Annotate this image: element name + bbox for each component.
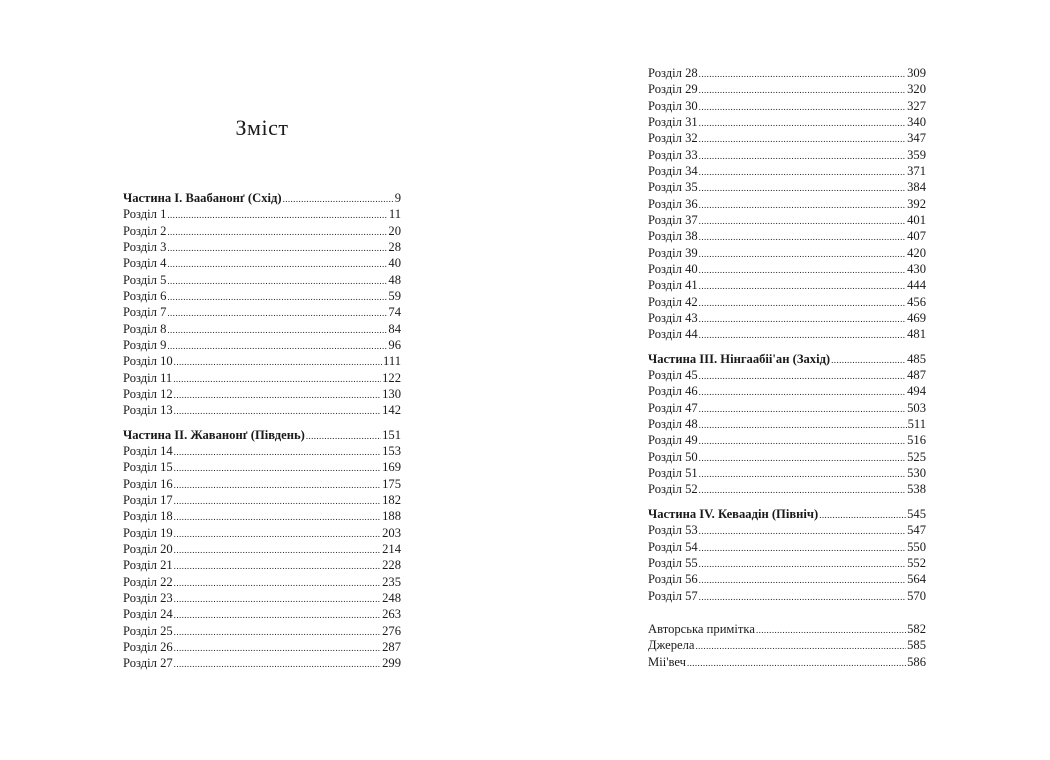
toc-entry-page-number: 84 <box>388 321 401 336</box>
toc-entry-page-number: 430 <box>907 261 926 276</box>
toc-entry-label: Розділ 24 <box>123 607 173 622</box>
toc-entry-page-number: 469 <box>907 310 926 325</box>
dot-leader <box>699 148 906 164</box>
dot-leader <box>167 322 387 338</box>
toc-entry-label: Розділ 40 <box>648 261 698 276</box>
dot-leader <box>699 278 906 294</box>
right-page <box>525 0 1050 760</box>
toc-entry <box>648 465 926 481</box>
toc-entry-page-number: 28 <box>388 239 401 254</box>
toc-entry-page-number: 20 <box>388 223 401 238</box>
toc-entry <box>123 655 401 671</box>
toc-entry-page-number: 564 <box>907 572 926 587</box>
dot-leader <box>699 540 906 556</box>
toc-entry-label: Розділ 49 <box>648 433 698 448</box>
toc-entry-label: Розділ 41 <box>648 278 698 293</box>
toc-entry-page-number: 538 <box>907 482 926 497</box>
toc-entry-label: Розділ 19 <box>123 525 173 540</box>
dot-leader <box>699 433 906 449</box>
toc-entry-label: Розділ 48 <box>648 417 698 432</box>
dot-leader <box>174 460 381 476</box>
toc-entry-label: Частина I. Ваабанонґ (Схід) <box>123 191 282 205</box>
toc-entry <box>648 294 926 310</box>
toc-entry-page-number: 74 <box>388 305 401 320</box>
toc-entry <box>123 223 401 239</box>
toc-entry-label: Розділ 15 <box>123 460 173 475</box>
dot-leader <box>699 180 906 196</box>
toc-entry-page-number: 11 <box>388 207 401 222</box>
toc-entry-page-number: 503 <box>907 400 926 415</box>
dot-leader <box>699 417 907 433</box>
toc-entry <box>648 432 926 448</box>
toc-entry <box>648 539 926 555</box>
dot-leader <box>699 246 906 262</box>
toc-entry <box>648 383 926 399</box>
dot-leader <box>699 197 906 213</box>
toc-entry-page-number: 570 <box>907 588 926 603</box>
toc-entry-page-number: 48 <box>388 272 401 287</box>
dot-leader <box>167 240 387 256</box>
toc-entry-label: Розділ 17 <box>123 493 173 508</box>
toc-entry-label: Розділ 36 <box>648 196 698 211</box>
toc-entry-page-number: 235 <box>382 574 401 589</box>
toc-entry <box>648 196 926 212</box>
toc-entry-label: Розділ 38 <box>648 229 698 244</box>
toc-entry-page-number: 111 <box>383 354 401 369</box>
toc-entry <box>123 272 401 288</box>
toc-entry-label: Розділ 30 <box>648 98 698 113</box>
dot-leader <box>699 164 906 180</box>
dot-leader <box>699 213 906 229</box>
toc-entry <box>123 525 401 541</box>
toc-entry-label: Розділ 20 <box>123 542 173 557</box>
dot-leader <box>831 352 906 368</box>
toc-entry-page-number: 481 <box>907 327 926 342</box>
toc-entry-label: Розділ 31 <box>648 114 698 129</box>
dot-leader <box>699 295 906 311</box>
toc-entry <box>123 304 401 320</box>
toc-entry-page-number: 327 <box>907 98 926 113</box>
toc-entry-page-number: 40 <box>388 256 401 271</box>
toc-entry <box>123 321 401 337</box>
dot-leader <box>167 273 387 289</box>
toc-entry-label: Розділ 25 <box>123 623 173 638</box>
toc-entry <box>648 571 926 587</box>
toc-entry-page-number: 487 <box>907 368 926 383</box>
toc-entry-label: Розділ 35 <box>648 180 698 195</box>
toc-entry <box>123 541 401 557</box>
toc-entry-page-number: 547 <box>907 523 926 538</box>
toc-entry-page-number: 516 <box>907 433 926 448</box>
toc-entry <box>123 206 401 222</box>
toc-entry-page-number: 228 <box>382 558 401 573</box>
toc-entry-page-number: 182 <box>382 493 401 508</box>
toc-entry <box>648 481 926 497</box>
dot-leader <box>699 66 906 82</box>
toc-entry <box>648 400 926 416</box>
toc-entry <box>123 288 401 304</box>
toc-entry-page-number: 9 <box>394 191 401 205</box>
toc-entry-page-number: 392 <box>907 196 926 211</box>
toc-entry-page-number: 175 <box>382 476 401 491</box>
toc-entry-label: Розділ 43 <box>648 310 698 325</box>
toc-entry-page-number: 586 <box>907 654 926 669</box>
dot-leader <box>699 556 906 572</box>
dot-leader <box>699 99 906 115</box>
toc-entry-page-number: 525 <box>907 449 926 464</box>
dot-leader <box>174 542 381 558</box>
toc-entry-label: Розділ 54 <box>648 539 698 554</box>
toc-entry <box>648 130 926 146</box>
dot-leader <box>174 477 381 493</box>
dot-leader <box>167 207 387 223</box>
toc-entry-page-number: 384 <box>907 180 926 195</box>
page-title: Зміст <box>235 115 289 140</box>
toc-entry-label: Розділ 37 <box>648 212 698 227</box>
toc-entry-label: Розділ 2 <box>123 223 167 238</box>
toc-entry-label: Розділ 1 <box>123 207 167 222</box>
toc-entry-label: Розділ 6 <box>123 288 167 303</box>
toc-entry-label: Розділ 7 <box>123 305 167 320</box>
toc-entry-page-number: 96 <box>388 337 401 352</box>
dot-leader <box>699 450 906 466</box>
toc-part-entry <box>123 190 401 206</box>
dot-leader <box>699 384 906 400</box>
toc-entry <box>648 81 926 97</box>
toc-entry-page-number: 320 <box>907 82 926 97</box>
dot-leader <box>699 368 906 384</box>
dot-leader <box>687 655 906 671</box>
toc-entry-label: Розділ 33 <box>648 147 698 162</box>
toc-entry <box>648 277 926 293</box>
toc-entry-label: Розділ 55 <box>648 555 698 570</box>
toc-entry-label: Розділ 10 <box>123 354 173 369</box>
toc-entry-page-number: 511 <box>907 417 926 432</box>
toc-entry <box>123 574 401 590</box>
toc-entry-page-number: 420 <box>907 245 926 260</box>
toc-entry <box>648 326 926 342</box>
toc-entry <box>123 639 401 655</box>
toc-entry-label: Розділ 21 <box>123 558 173 573</box>
dot-leader <box>756 622 906 638</box>
toc-entry-label: Розділ 26 <box>123 640 173 655</box>
toc-entry <box>648 367 926 383</box>
toc-entry <box>648 555 926 571</box>
toc-entry-page-number: 248 <box>382 591 401 606</box>
toc-entry-page-number: 287 <box>382 640 401 655</box>
dot-leader <box>174 624 381 640</box>
toc-entry <box>648 163 926 179</box>
dot-leader <box>699 311 906 327</box>
toc-entry-page-number: 203 <box>382 525 401 540</box>
dot-leader <box>174 607 381 623</box>
toc-entry <box>648 637 926 653</box>
toc-entry <box>648 261 926 277</box>
toc-entry-label: Розділ 51 <box>648 466 698 481</box>
toc-entry-label: Розділ 44 <box>648 327 698 342</box>
toc-entry-page-number: 263 <box>382 607 401 622</box>
toc-entry <box>123 623 401 639</box>
toc-entry-page-number: 142 <box>382 403 401 418</box>
toc-entry-label: Розділ 9 <box>123 337 167 352</box>
toc-entry-page-number: 485 <box>907 351 926 366</box>
toc-entry-page-number: 401 <box>907 212 926 227</box>
toc-part-entry <box>123 427 401 443</box>
toc-entry-label: Розділ 47 <box>648 400 698 415</box>
toc-entry-page-number: 276 <box>382 623 401 638</box>
toc-entry-page-number: 582 <box>907 621 926 636</box>
dot-leader <box>699 262 906 278</box>
dot-leader <box>174 640 381 656</box>
dot-leader <box>699 229 906 245</box>
toc-entry-page-number: 550 <box>907 539 926 554</box>
dot-leader <box>699 572 906 588</box>
toc-entry <box>648 245 926 261</box>
toc-entry-page-number: 359 <box>907 147 926 162</box>
toc-entry-label: Розділ 14 <box>123 444 173 459</box>
toc-entry <box>648 588 926 604</box>
toc-entry-page-number: 444 <box>907 278 926 293</box>
toc-entry-label: Розділ 45 <box>648 368 698 383</box>
dot-leader <box>167 305 387 321</box>
toc-entry-label: Розділ 29 <box>648 82 698 97</box>
toc-entry-page-number: 340 <box>907 114 926 129</box>
toc-entry <box>648 621 926 637</box>
toc-entry-page-number: 153 <box>382 444 401 459</box>
dot-leader <box>699 401 906 417</box>
toc-entry-page-number: 169 <box>382 460 401 475</box>
toc-entry-page-number: 59 <box>388 288 401 303</box>
toc-entry-label: Авторська примітка <box>648 621 755 636</box>
dot-leader <box>174 493 381 509</box>
toc-entry <box>648 416 926 432</box>
dot-leader <box>699 482 906 498</box>
dot-leader <box>167 256 387 272</box>
dot-leader <box>306 428 381 444</box>
toc-entry-page-number: 188 <box>382 509 401 524</box>
toc-entry-label: Розділ 56 <box>648 572 698 587</box>
toc-entry <box>648 147 926 163</box>
dot-leader <box>174 509 381 525</box>
toc-entry <box>123 239 401 255</box>
toc-entry <box>648 228 926 244</box>
toc-entry <box>648 522 926 538</box>
toc-entry <box>648 179 926 195</box>
toc-entry-label: Розділ 39 <box>648 245 698 260</box>
dot-leader <box>699 82 906 98</box>
dot-leader <box>173 371 381 387</box>
dot-leader <box>695 638 906 654</box>
dot-leader <box>174 444 381 460</box>
toc-entry-page-number: 299 <box>382 656 401 671</box>
toc-entry-label: Розділ 16 <box>123 476 173 491</box>
toc-entry <box>123 370 401 386</box>
toc-entry-label: Частина III. Нінгаабіі'ан (Захід) <box>648 351 831 366</box>
toc-entry-label: Розділ 46 <box>648 384 698 399</box>
toc-entry-label: Розділ 27 <box>123 656 173 671</box>
toc-entry <box>123 402 401 418</box>
toc-entry-label: Розділ 34 <box>648 163 698 178</box>
toc-entry <box>648 310 926 326</box>
dot-leader <box>699 466 906 482</box>
toc-entry-label: Розділ 23 <box>123 591 173 606</box>
toc-entry <box>648 65 926 81</box>
toc-entry <box>648 654 926 670</box>
toc-entry <box>123 508 401 524</box>
dot-leader <box>699 115 906 131</box>
dot-leader <box>174 526 381 542</box>
dot-leader <box>174 403 381 419</box>
toc-entry-page-number: 494 <box>907 384 926 399</box>
toc-entry-label: Розділ 22 <box>123 574 173 589</box>
toc-entry-label: Розділ 11 <box>123 370 173 385</box>
dot-leader <box>174 591 381 607</box>
toc-entry-page-number: 130 <box>382 386 401 401</box>
toc-entry <box>123 255 401 271</box>
toc-entry <box>123 590 401 606</box>
dot-leader <box>174 387 381 403</box>
dot-leader <box>167 224 387 240</box>
toc-entry-label: Частина II. Жаванонґ (Південь) <box>123 427 305 442</box>
toc-entry <box>123 492 401 508</box>
toc-entry-label: Розділ 5 <box>123 272 167 287</box>
dot-leader <box>174 575 381 591</box>
toc-entry-label: Розділ 18 <box>123 509 173 524</box>
toc-entry-label: Розділ 57 <box>648 588 698 603</box>
toc-entry <box>123 476 401 492</box>
toc-entry <box>648 114 926 130</box>
toc-entry-label: Розділ 4 <box>123 256 167 271</box>
toc-entry-label: Розділ 12 <box>123 386 173 401</box>
toc-entry-label: Розділ 13 <box>123 403 173 418</box>
toc-entry-label: Розділ 32 <box>648 131 698 146</box>
toc-entry-label: Розділ 42 <box>648 294 698 309</box>
toc-entry <box>123 557 401 573</box>
toc-entry-label: Розділ 3 <box>123 239 167 254</box>
dot-leader <box>167 289 387 305</box>
toc-entry-label: Розділ 50 <box>648 449 698 464</box>
dot-leader <box>699 589 906 605</box>
dot-leader <box>699 523 906 539</box>
dot-leader <box>283 191 394 207</box>
toc-entry <box>648 98 926 114</box>
toc-part-entry <box>648 351 926 367</box>
toc-entry <box>123 459 401 475</box>
toc-left-column <box>123 190 401 672</box>
toc-part-entry <box>648 506 926 522</box>
toc-entry-label: Частина IV. Кеваадін (Північ) <box>648 506 819 521</box>
toc-entry-page-number: 530 <box>907 466 926 481</box>
toc-entry <box>123 386 401 402</box>
toc-entry-page-number: 122 <box>382 370 401 385</box>
dot-leader <box>699 131 906 147</box>
toc-entry-label: Міі'веч <box>648 654 686 669</box>
toc-entry <box>123 353 401 369</box>
toc-entry <box>648 212 926 228</box>
dot-leader <box>819 507 906 523</box>
toc-entry-page-number: 407 <box>907 229 926 244</box>
toc-entry-page-number: 347 <box>907 131 926 146</box>
toc-entry <box>123 337 401 353</box>
toc-entry-label: Розділ 8 <box>123 321 167 336</box>
dot-leader <box>167 338 387 354</box>
toc-entry-label: Розділ 53 <box>648 523 698 538</box>
dot-leader <box>174 558 381 574</box>
toc-entry-page-number: 585 <box>907 638 926 653</box>
toc-entry-page-number: 456 <box>907 294 926 309</box>
toc-entry-label: Розділ 52 <box>648 482 698 497</box>
toc-entry-page-number: 371 <box>907 163 926 178</box>
toc-entry-page-number: 552 <box>907 555 926 570</box>
toc-entry-label: Розділ 28 <box>648 66 698 80</box>
toc-entry <box>648 449 926 465</box>
toc-right-column <box>648 65 926 670</box>
dot-leader <box>699 327 906 343</box>
toc-entry-page-number: 151 <box>382 427 401 442</box>
toc-entry-label: Джерела <box>648 638 695 653</box>
toc-entry-page-number: 545 <box>907 506 926 521</box>
toc-entry-page-number: 214 <box>382 542 401 557</box>
dot-leader <box>174 354 382 370</box>
toc-entry-page-number: 309 <box>907 66 926 80</box>
toc-entry <box>123 443 401 459</box>
dot-leader <box>174 656 381 672</box>
toc-entry <box>123 606 401 622</box>
